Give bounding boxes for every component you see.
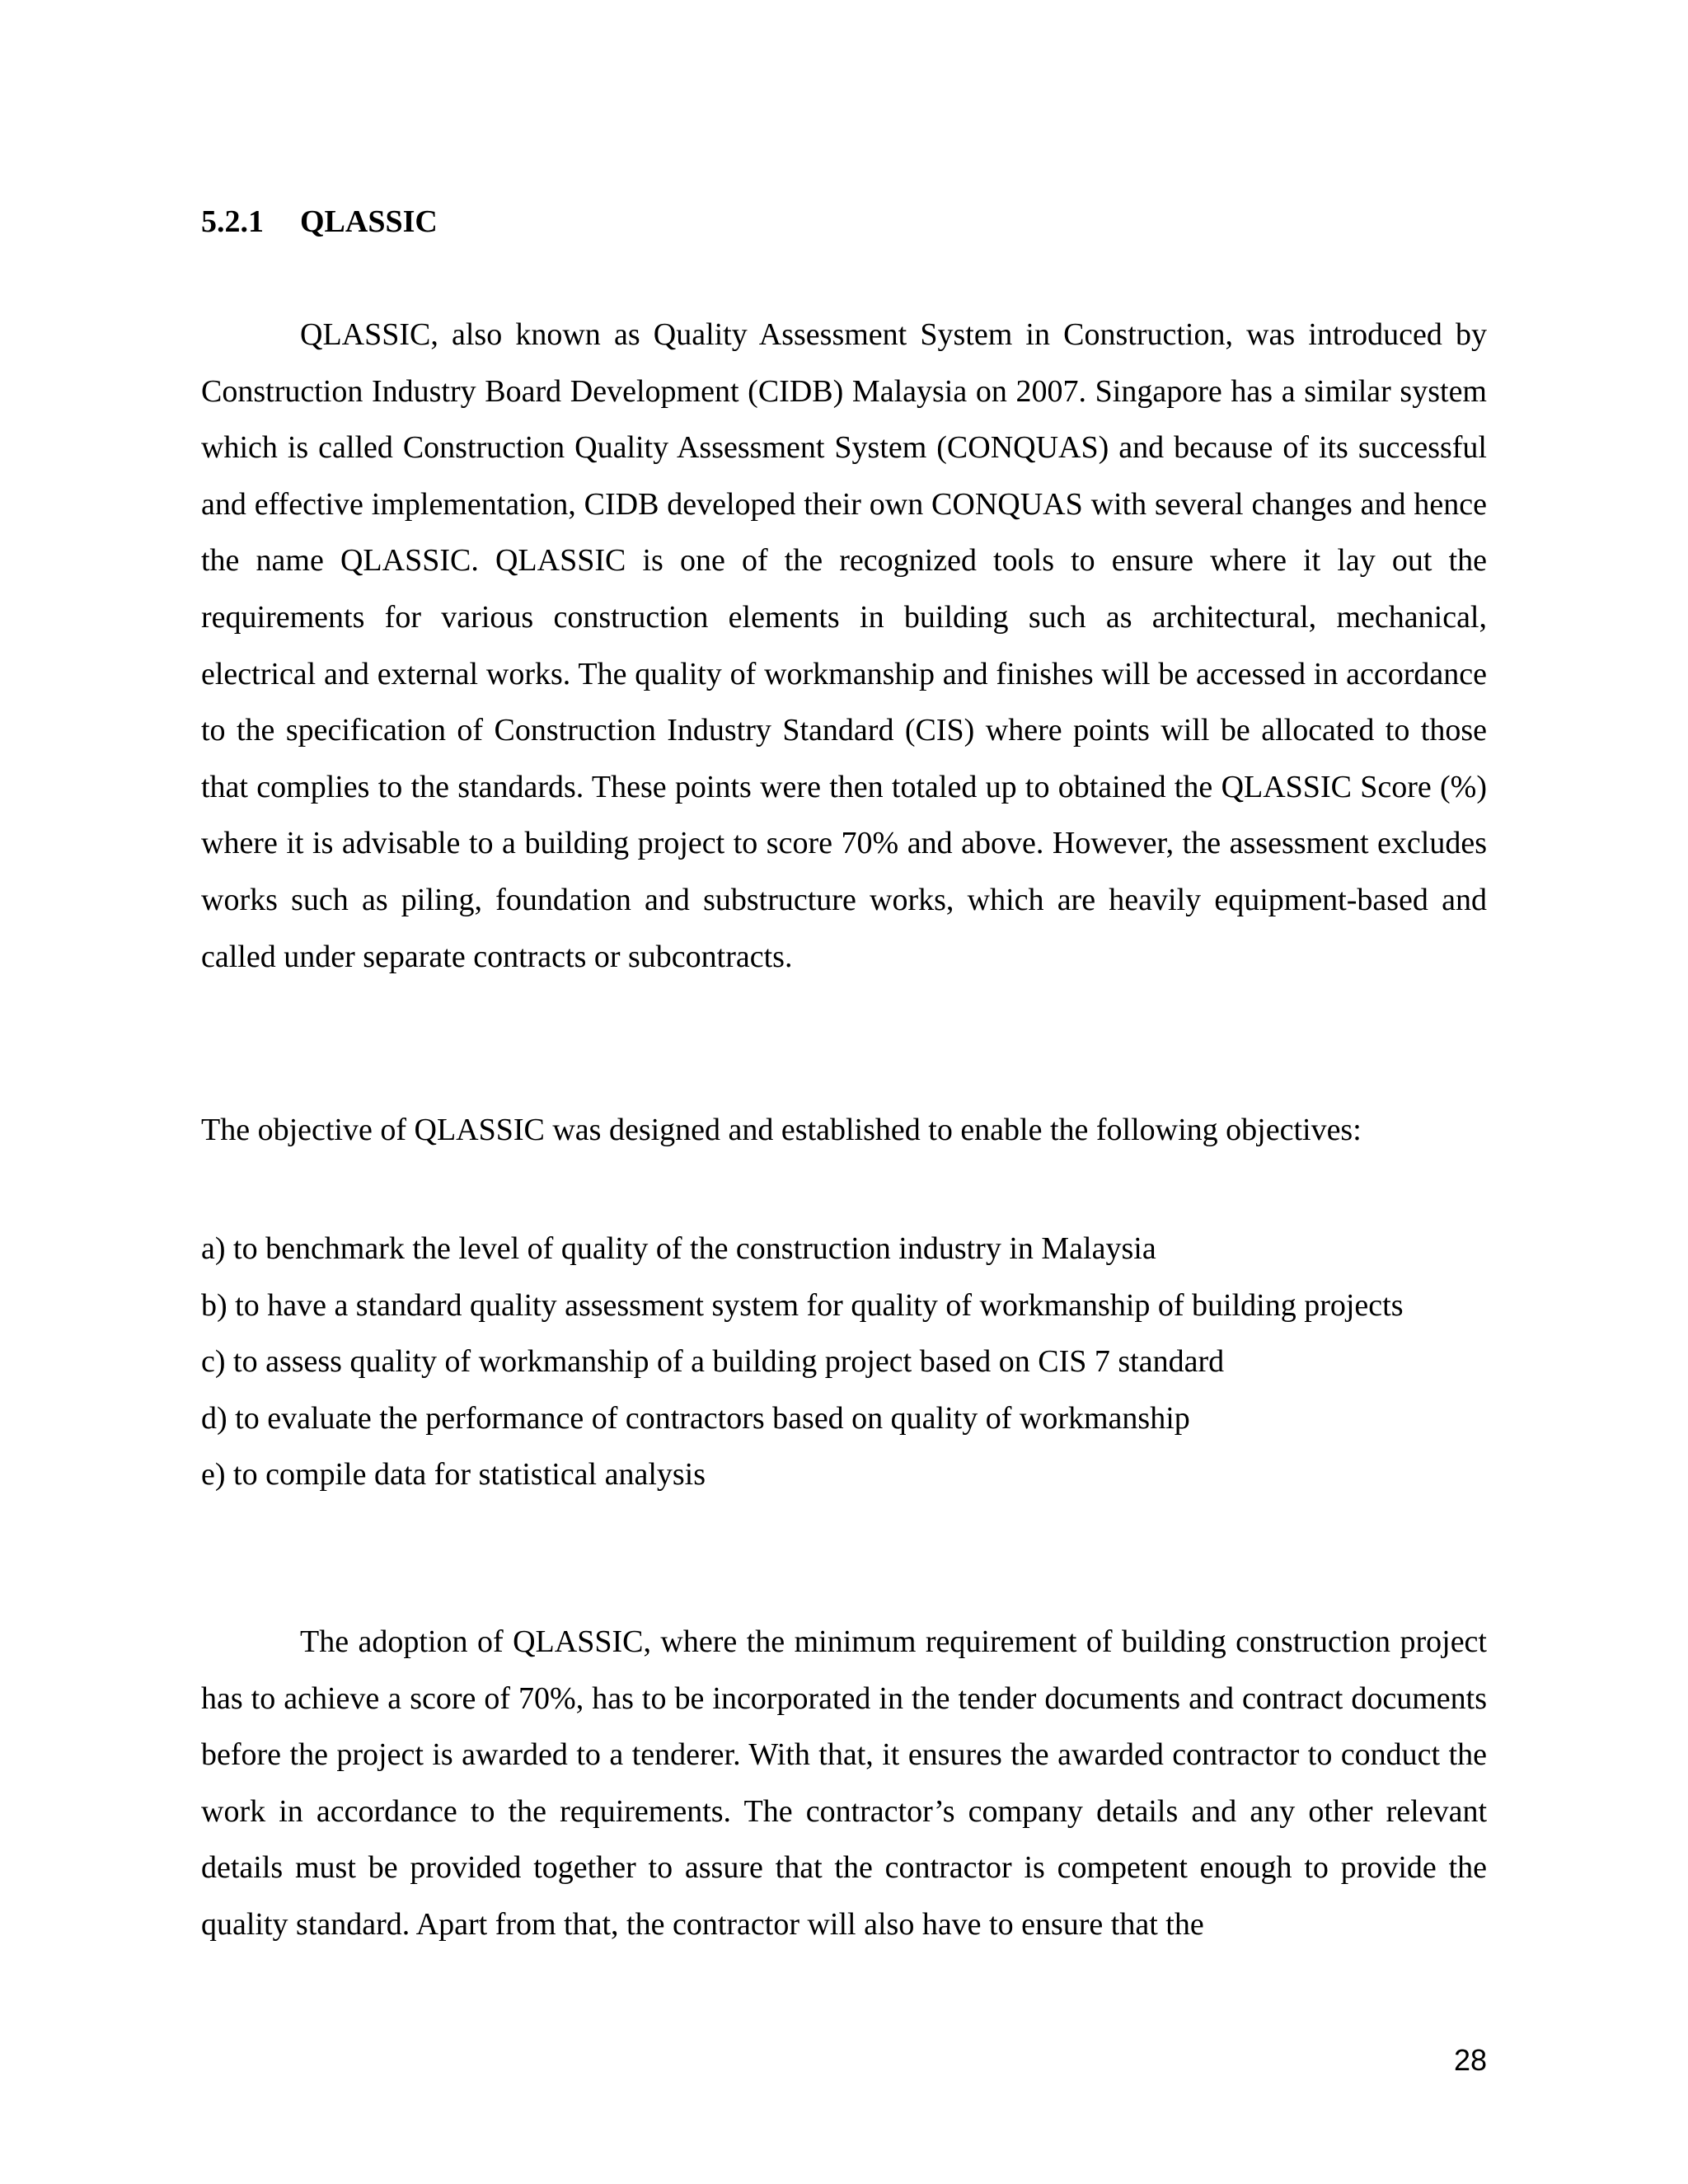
section-title: QLASSIC	[300, 204, 438, 239]
section-heading	[201, 203, 438, 241]
paragraph-qlassic-adoption: The adoption of QLASSIC, where the minimum requirement of building construction project has to achieve a score of 70%, has to be incorporated in the tender documents and contract documents before the project is awarded to a tenderer. With that, it ensures the awarded contractor to conduct the work in accordance to the requirements. The contractor’s company details and any other relevant details must be provided together to assure that the contractor is competent enough to provide the quality standard. Apart from that, the contractor will also have to ensure that the	[201, 1624, 1487, 1942]
objective-item-e: e) to compile data for statistical analysis	[201, 1457, 706, 1493]
objective-item-b: b) to have a standard quality assessment system for quality of workmanship of building projects	[201, 1287, 1404, 1323]
objectives-intro: The objective of QLASSIC was designed and established to enable the following objectives:	[201, 1113, 1362, 1147]
page-number: 28	[1453, 2043, 1487, 2077]
paragraph-qlassic-intro: QLASSIC, also known as Quality Assessment System in Construction, was introduced by Construction Industry Board Development (CIDB) Malaysia on 2007. Singapore has a similar system which is called Construction Quality Assessment System (CONQUAS) and because of its successful and effective implementation, CIDB developed their own CONQUAS with several changes and hence the name QLASSIC. QLASSIC is one of the recognized tools to ensure where it lay out the requirements for various construction elements in building such as architectural, mechanical, electrical and external works. The quality of workmanship and finishes will be accessed in accordance to the specification of Construction Industry Standard (CIS) where points will be allocated to those that complies to the standards. These points were then totaled up to obtained the QLASSIC Score (%) where it is advisable to a building project to score 70% and above. However, the assessment excludes works such as piling, foundation and substructure works, which are heavily equipment-based and called under separate contracts or subcontracts.	[201, 317, 1487, 974]
objectives-list	[201, 1221, 1404, 1503]
objective-item-c: c) to assess quality of workmanship of a building project based on CIS 7 standard	[201, 1344, 1225, 1380]
objective-item-a: a) to benchmark the level of quality of the construction industry in Malaysia	[201, 1231, 1156, 1266]
objective-item-d: d) to evaluate the performance of contractors based on quality of workmanship	[201, 1400, 1190, 1436]
section-number: 5.2.1	[201, 204, 264, 239]
